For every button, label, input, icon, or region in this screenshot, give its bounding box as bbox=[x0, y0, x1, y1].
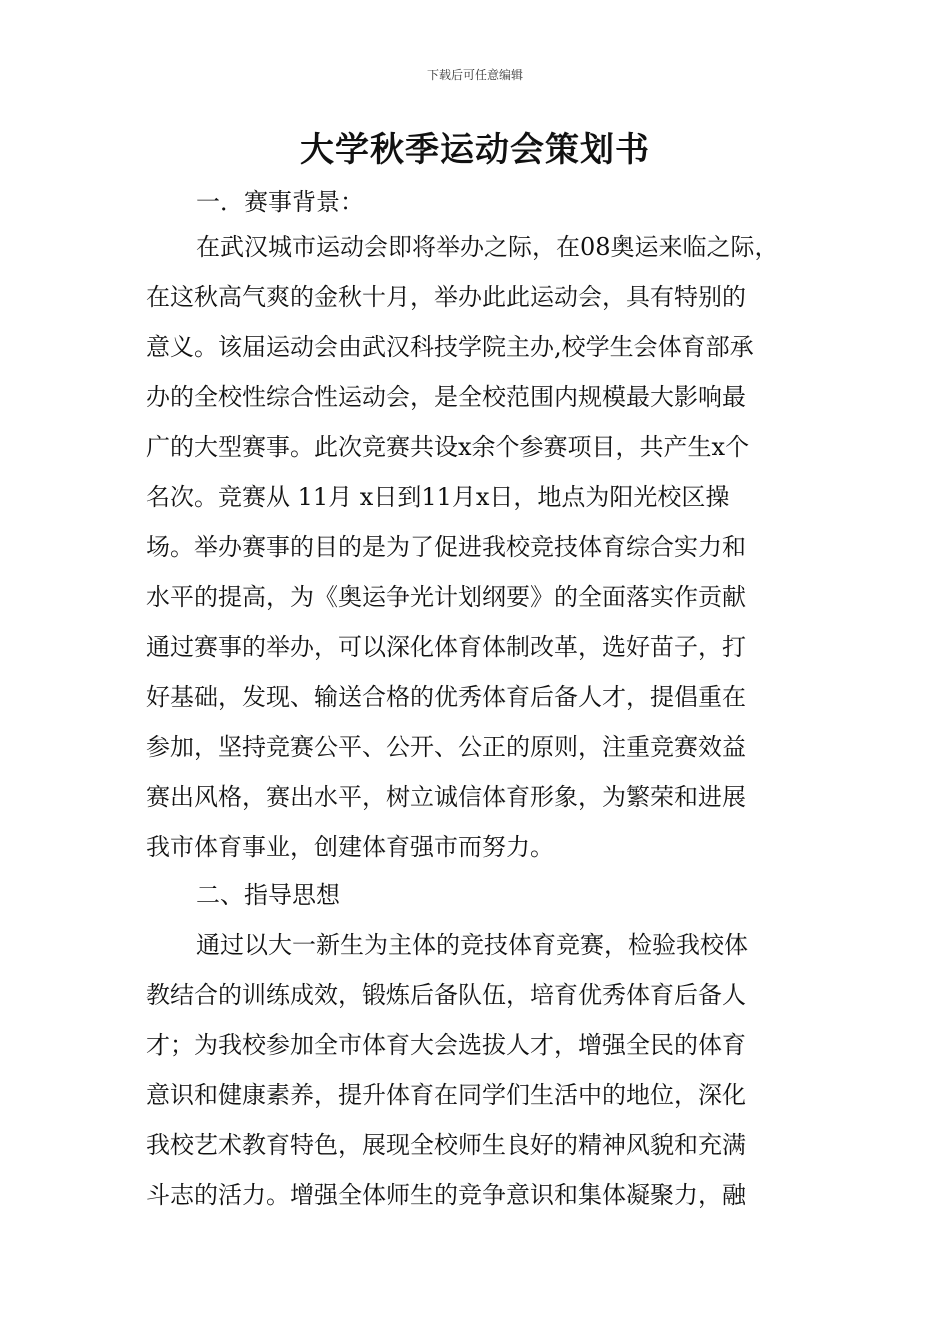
section-1-line: 通过赛事的举办，可以深化体育体制改革，选好苗子，打 bbox=[146, 633, 746, 661]
section-1-line: 好基础，发现、输送合格的优秀体育后备人才，提倡重在 bbox=[146, 683, 746, 711]
section-2-line: 才；为我校参加全市体育大会选拔人才，增强全民的体育 bbox=[146, 1031, 746, 1059]
section-1-line: 参加，坚持竞赛公平、公开、公正的原则，注重竞赛效益 bbox=[146, 733, 746, 761]
section-1-line: 意义。该届运动会由武汉科技学院主办,校学生会体育部承 bbox=[146, 333, 754, 361]
section-1-line: 名次。竞赛从 11月 x日到11月x日，地点为阳光校区操 bbox=[146, 483, 730, 511]
section-2-line: 我校艺术教育特色，展现全校师生良好的精神风貌和充满 bbox=[146, 1131, 746, 1159]
section-1-heading: 一．赛事背景： bbox=[196, 188, 364, 216]
section-2-line: 通过以大一新生为主体的竞技体育竞赛，检验我校体 bbox=[196, 931, 748, 959]
section-1-line: 水平的提高，为《奥运争光计划纲要》的全面落实作贡献 bbox=[146, 583, 746, 611]
section-1-line: 在武汉城市运动会即将举办之际，在08奥运来临之际， bbox=[196, 233, 779, 261]
section-1-line: 在这秋高气爽的金秋十月，举办此此运动会，具有特别的 bbox=[146, 283, 746, 311]
section-1-line: 我市体育事业，创建体育强市而努力。 bbox=[146, 833, 554, 861]
section-2-line: 教结合的训练成效，锻炼后备队伍，培育优秀体育后备人 bbox=[146, 981, 746, 1009]
section-1-line: 办的全校性综合性运动会，是全校范围内规模最大影响最 bbox=[146, 383, 746, 411]
section-1-line: 赛出风格，赛出水平，树立诚信体育形象，为繁荣和进展 bbox=[146, 783, 746, 811]
section-2-heading: 二、指导思想 bbox=[196, 881, 340, 909]
section-2-line: 意识和健康素养，提升体育在同学们生活中的地位，深化 bbox=[146, 1081, 746, 1109]
page-header-note: 下载后可任意编辑 bbox=[426, 68, 523, 82]
section-1-line: 广的大型赛事。此次竞赛共设x余个参赛项目，共产生x个 bbox=[146, 433, 750, 461]
section-1-line: 场。举办赛事的目的是为了促进我校竞技体育综合实力和 bbox=[146, 533, 746, 561]
document-title: 大学秋季运动会策划书 bbox=[300, 130, 650, 170]
section-2-line: 斗志的活力。增强全体师生的竞争意识和集体凝聚力，融 bbox=[146, 1181, 746, 1209]
